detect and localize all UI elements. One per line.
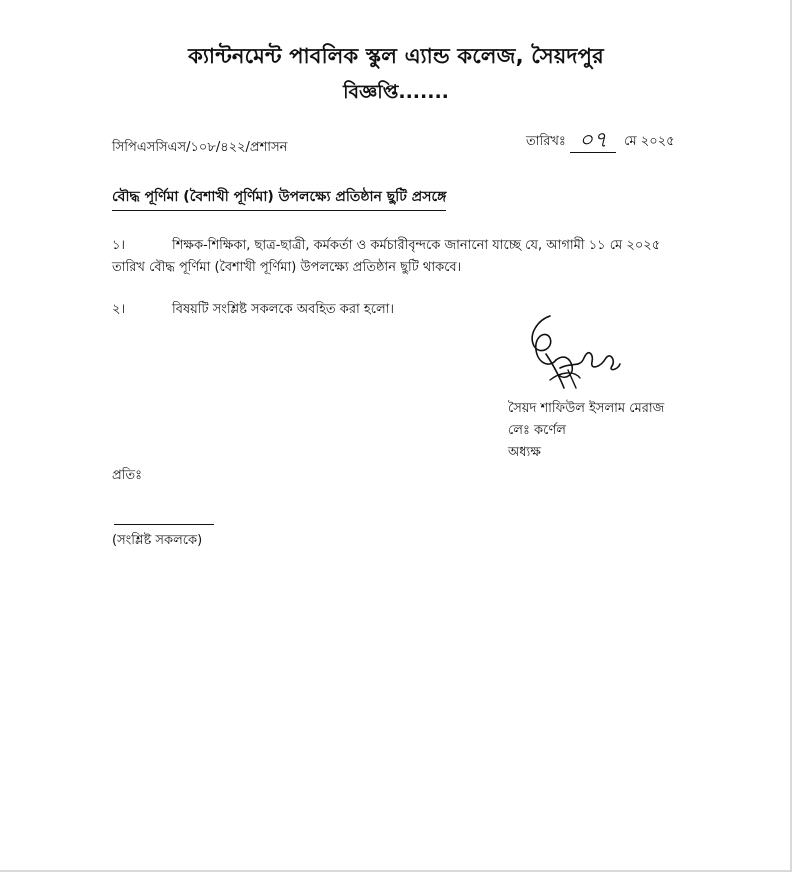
paragraph-2-number: ২। [112,302,126,317]
subject-line: বৌদ্ধ পূর্ণিমা (বৈশাখী পূর্ণিমা) উপলক্ষ্যে প্রতিষ্ঠান ছুটি প্রসঙ্গে [112,185,446,211]
copy-recipients: (সংশ্লিষ্ট সকলকে) [112,533,203,548]
handwritten-signature [520,308,630,394]
date-line [526,130,675,153]
signatory-rank: লেঃ কর্ণেল [508,423,566,438]
signatory-name: সৈয়দ শাফিউল ইসলাম মেরাজ [508,401,665,416]
paragraph-2-line-1: বিষয়টি সংশ্লিষ্ট সকলকে অবহিত করা হলো। [172,302,395,317]
notice-title: বিজ্ঞপ্তি....... [343,81,449,103]
date-month-year: মে ২০২৫ [624,134,675,149]
copy-to-label: প্রতিঃ [112,468,143,483]
signatory-designation: অধ্যক্ষ [508,445,541,460]
paragraph-1-number: ১। [112,238,126,253]
date-day-handwritten: ০৭ [570,130,616,153]
date-label: তারিখঃ [526,134,566,149]
paragraph-1-line-1: শিক্ষক-শিক্ষিকা, ছাত্র-ছাত্রী, কর্মকর্তা ও কর্মচারীবৃন্দকে জানানো যাচ্ছে যে, আগামী ১১ মে ২০২৫ [172,238,661,253]
institution-name: ক্যান্টনমেন্ট পাবলিক স্কুল এ্যান্ড কলেজ, সৈয়দপুর [188,44,604,68]
memo-number: সিপিএসসিএস/১০৮/৪২২/প্রশাসন [112,140,288,155]
copy-divider [114,524,214,525]
paragraph-1-line-2: তারিখ বৌদ্ধ পূর্ণিমা (বৈশাখী পূর্ণিমা) উপলক্ষ্যে প্রতিষ্ঠান ছুটি থাকবে। [112,260,462,275]
